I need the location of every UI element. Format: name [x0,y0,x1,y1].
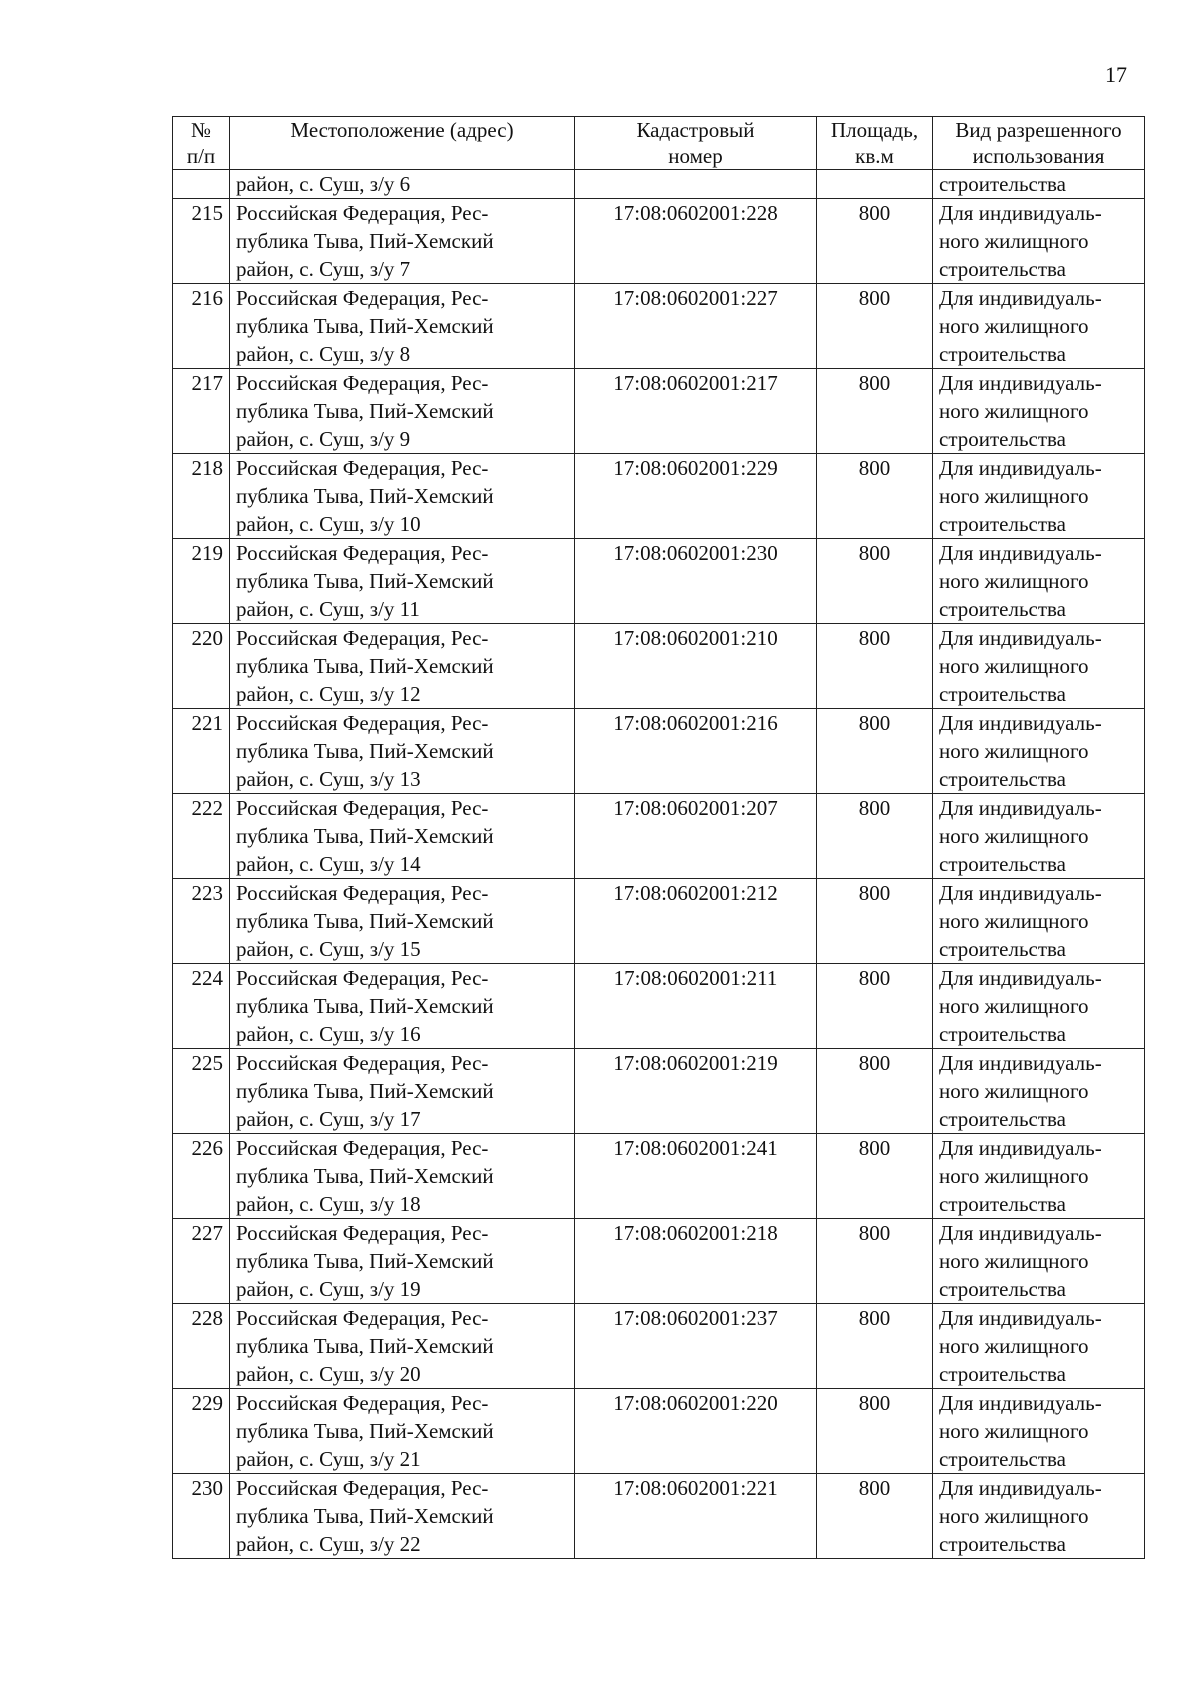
table-row [173,454,1145,539]
cell-use: Для индивидуаль- ного жилищного строительства [933,964,1145,1049]
cell-use: Для индивидуаль- ного жилищного строительства [933,624,1145,709]
cell-area: 800 [817,199,933,284]
table-row [173,1134,1145,1219]
cell-cadastral: 17:08:0602001:216 [575,709,817,794]
cell-use: Для индивидуаль- ного жилищного строительства [933,284,1145,369]
cell-num: 228 [173,1304,230,1389]
table-row [173,1219,1145,1304]
cell-cadastral: 17:08:0602001:211 [575,964,817,1049]
table-row [173,369,1145,454]
cell-address: Российская Федерация, Рес- публика Тыва, Пий-Хемский район, с. Суш, з/у 21 [230,1389,575,1474]
cell-cadastral: 17:08:0602001:229 [575,454,817,539]
cell-address: Российская Федерация, Рес- публика Тыва, Пий-Хемский район, с. Суш, з/у 11 [230,539,575,624]
table-row [173,1304,1145,1389]
table-row [173,1049,1145,1134]
cell-num: 218 [173,454,230,539]
cell-num: 219 [173,539,230,624]
cell-use: Для индивидуаль- ного жилищного строительства [933,454,1145,539]
cell-use: Для индивидуаль- ного жилищного строительства [933,539,1145,624]
header-area: Площадь, кв.м [817,117,933,170]
cell-area: 800 [817,1389,933,1474]
cell-num: 223 [173,879,230,964]
header-address: Местоположение (адрес) [230,117,575,170]
cell-num: 230 [173,1474,230,1559]
cell-use: Для индивидуаль- ного жилищного строительства [933,794,1145,879]
cell-use: Для индивидуаль- ного жилищного строительства [933,1219,1145,1304]
table-row [173,794,1145,879]
cell-use: Для индивидуаль- ного жилищного строительства [933,1134,1145,1219]
cell-use: Для индивидуаль- ного жилищного строительства [933,1474,1145,1559]
cell-address: район, с. Суш, з/у 6 [230,170,575,199]
cell-cadastral: 17:08:0602001:210 [575,624,817,709]
cell-address: Российская Федерация, Рес- публика Тыва, Пий-Хемский район, с. Суш, з/у 8 [230,284,575,369]
cell-use: Для индивидуаль- ного жилищного строительства [933,1049,1145,1134]
cell-num: 221 [173,709,230,794]
page-number: 17 [1105,62,1127,87]
cell-num: 226 [173,1134,230,1219]
table-row [173,709,1145,794]
cell-num: 216 [173,284,230,369]
cell-num: 225 [173,1049,230,1134]
cell-cadastral: 17:08:0602001:220 [575,1389,817,1474]
cell-area: 800 [817,284,933,369]
cell-cadastral: 17:08:0602001:207 [575,794,817,879]
table-row [173,964,1145,1049]
cell-address: Российская Федерация, Рес- публика Тыва, Пий-Хемский район, с. Суш, з/у 19 [230,1219,575,1304]
continuation-row [173,170,1145,199]
cell-cadastral: 17:08:0602001:230 [575,539,817,624]
cell-address: Российская Федерация, Рес- публика Тыва, Пий-Хемский район, с. Суш, з/у 15 [230,879,575,964]
cell-cadastral: 17:08:0602001:227 [575,284,817,369]
cell-cadastral: 17:08:0602001:212 [575,879,817,964]
cell-num: 229 [173,1389,230,1474]
cell-cadastral: 17:08:0602001:218 [575,1219,817,1304]
header-use: Вид разрешенного использования [933,117,1145,170]
land-plot-table [172,116,1145,1559]
cell-num: 215 [173,199,230,284]
cell-address: Российская Федерация, Рес- публика Тыва, Пий-Хемский район, с. Суш, з/у 12 [230,624,575,709]
cell-cadastral: 17:08:0602001:219 [575,1049,817,1134]
cell-cadastral: 17:08:0602001:217 [575,369,817,454]
table-header-row [173,117,1145,170]
header-cadastral: Кадастровый номер [575,117,817,170]
cell-address: Российская Федерация, Рес- публика Тыва, Пий-Хемский район, с. Суш, з/у 9 [230,369,575,454]
table-row [173,1474,1145,1559]
table-row [173,284,1145,369]
cell-cadastral: 17:08:0602001:221 [575,1474,817,1559]
cell-area: 800 [817,1134,933,1219]
table-row [173,1389,1145,1474]
cell-num: 227 [173,1219,230,1304]
cell-use: Для индивидуаль- ного жилищного строительства [933,369,1145,454]
table-row [173,539,1145,624]
cell-use: Для индивидуаль- ного жилищного строительства [933,199,1145,284]
cell-area: 800 [817,369,933,454]
cell-cadastral: 17:08:0602001:241 [575,1134,817,1219]
cell-address: Российская Федерация, Рес- публика Тыва, Пий-Хемский район, с. Суш, з/у 18 [230,1134,575,1219]
cell-use: строительства [933,170,1145,199]
cell-address: Российская Федерация, Рес- публика Тыва, Пий-Хемский район, с. Суш, з/у 17 [230,1049,575,1134]
cell-use: Для индивидуаль- ного жилищного строительства [933,879,1145,964]
cell-address: Российская Федерация, Рес- публика Тыва, Пий-Хемский район, с. Суш, з/у 10 [230,454,575,539]
table-row [173,624,1145,709]
cell-area: 800 [817,1219,933,1304]
cell-area [817,170,933,199]
cell-cadastral: 17:08:0602001:228 [575,199,817,284]
cell-area: 800 [817,454,933,539]
cell-area: 800 [817,624,933,709]
cell-num: 222 [173,794,230,879]
cell-address: Российская Федерация, Рес- публика Тыва, Пий-Хемский район, с. Суш, з/у 16 [230,964,575,1049]
cell-use: Для индивидуаль- ного жилищного строительства [933,1304,1145,1389]
cell-address: Российская Федерация, Рес- публика Тыва, Пий-Хемский район, с. Суш, з/у 7 [230,199,575,284]
table-row [173,199,1145,284]
cell-address: Российская Федерация, Рес- публика Тыва, Пий-Хемский район, с. Суш, з/у 13 [230,709,575,794]
cell-area: 800 [817,964,933,1049]
cell-address: Российская Федерация, Рес- публика Тыва, Пий-Хемский район, с. Суш, з/у 20 [230,1304,575,1389]
cell-num: 217 [173,369,230,454]
header-num: № п/п [173,117,230,170]
cell-cadastral: 17:08:0602001:237 [575,1304,817,1389]
cell-use: Для индивидуаль- ного жилищного строительства [933,709,1145,794]
cell-num: 224 [173,964,230,1049]
cell-num: 220 [173,624,230,709]
cell-area: 800 [817,1304,933,1389]
cell-area: 800 [817,709,933,794]
cell-area: 800 [817,794,933,879]
cell-area: 800 [817,539,933,624]
cell-num [173,170,230,199]
table-row [173,879,1145,964]
cell-area: 800 [817,1474,933,1559]
cell-area: 800 [817,1049,933,1134]
cell-area: 800 [817,879,933,964]
cell-address: Российская Федерация, Рес- публика Тыва, Пий-Хемский район, с. Суш, з/у 22 [230,1474,575,1559]
cell-address: Российская Федерация, Рес- публика Тыва, Пий-Хемский район, с. Суш, з/у 14 [230,794,575,879]
cell-use: Для индивидуаль- ного жилищного строительства [933,1389,1145,1474]
cell-cadastral [575,170,817,199]
